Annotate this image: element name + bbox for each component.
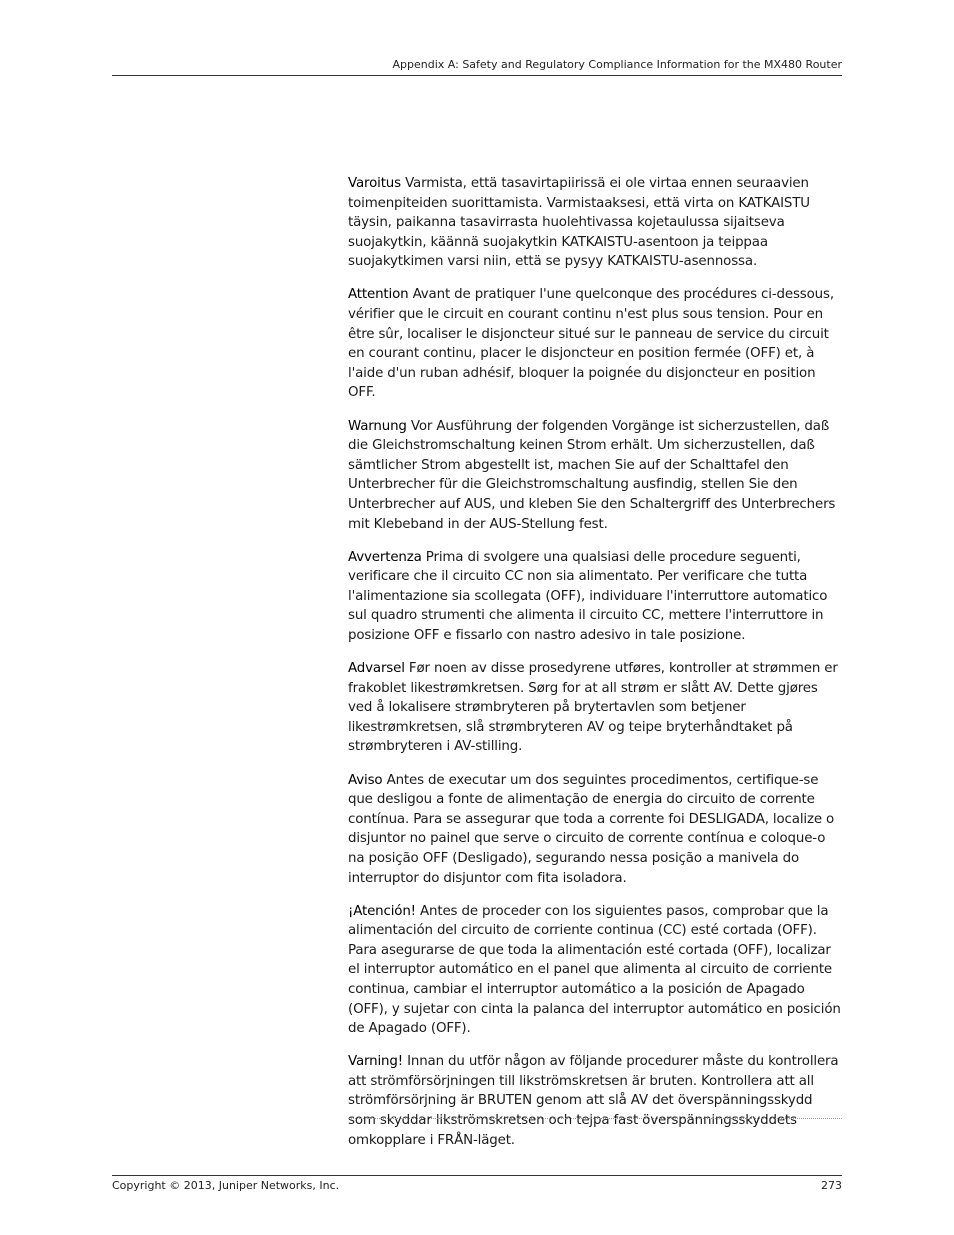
warning-text: Varmista, että tasavirtapiirissä ei ole virtaa ennen seuraavien toimenpiteiden suorittamista. Varmistaaksesi, että virta on KATKAISTU täysin, paikanna tasavirrasta huolehtivassa kojetaulussa sijaitseva suojakytkin, käännä suojakytkin KATKAISTU-asentoon ja teippaa suojakytkimen varsi niin, että se pysyy KATKAISTU-asennossa. xyxy=(348,176,810,270)
section-end-rule xyxy=(348,1118,842,1119)
warning-text: Vor Ausführung der folgenden Vorgänge ist sicherzustellen, daß die Gleichstromschaltung keinen Strom erhält. Um sicherzustellen, daß sämtlicher Strom abgestellt ist, machen Sie auf der Schalttafel den Unterbrecher für die Gleichstromschaltung ausfindig, stellen Sie den Unterbrecher auf AUS, und kleben Sie den Schaltergriff des Unterbrechers mit Klebeband in der AUS-Stellung fest. xyxy=(348,418,836,532)
warning-german xyxy=(348,417,843,535)
warning-text: Antes de proceder con los siguientes pasos, comprobar que la alimentación del circuito de corriente continua (CC) esté cortada (OFF). Para asegurarse de que toda la alimentación esté cortada (OFF), localizar el interruptor automático en el panel que alimenta al circuito de corriente continua, cambiar el interruptor automático a la posición de Apagado (OFF), y sujetar con cinta la palanca del interruptor automático en posición de Apagado (OFF). xyxy=(348,903,841,1037)
header-rule xyxy=(112,75,842,76)
warning-portuguese xyxy=(348,771,843,889)
footer-rule xyxy=(112,1175,842,1176)
warning-list xyxy=(348,174,843,1164)
page-number: 273 xyxy=(821,1179,842,1192)
warning-label: Varoitus xyxy=(348,176,401,191)
warning-label: Advarsel xyxy=(348,661,405,677)
warning-label: Avvertenza xyxy=(348,549,422,565)
warning-norwegian xyxy=(348,659,843,757)
warning-text: Prima di svolgere una qualsiasi delle procedure seguenti, verificare che il circuito CC non sia alimentato. Per verificare che tutta l'alimentazione sia scollegata (OFF), individuare l'interruttore automatico sul quadro strumenti che alimenta il circuito CC, mettere l'interruttore in posizione OFF e fissarlo con nastro adesivo in tale posizione. xyxy=(348,549,828,643)
warning-label: Aviso xyxy=(348,772,383,788)
warning-text: Avant de pratiquer l'une quelconque des procédures ci-dessous, vérifier que le circuit en courant continu n'est plus sous tension. Pour en être sûr, localiser le disjoncteur situé sur le panneau de service du circuit en courant continu, placer le disjoncteur en position fermée (OFF) et, à l'aide d'un ruban adhésif, bloquer la poignée du disjoncteur en position OFF. xyxy=(348,287,834,401)
running-header: Appendix A: Safety and Regulatory Compliance Information for the MX480 Router xyxy=(392,58,842,71)
warning-label: Attention xyxy=(348,287,409,303)
warning-spanish xyxy=(348,902,843,1039)
warning-label: Warnung xyxy=(348,418,407,434)
warning-label: ¡Atención! xyxy=(348,903,416,919)
warning-text: Før noen av disse prosedyrene utføres, kontroller at strømmen er frakoblet likestrømkretsen. Sørg for at all strøm er slått AV. Dette gjøres ved å lokalisere strømbryteren på brytertavlen som betjener likestrømkretsen, slå strømbryteren AV og teipe bryterhåndtaket på strømbryteren i AV-stilling. xyxy=(348,661,838,755)
warning-italian xyxy=(348,548,843,646)
warning-swedish xyxy=(348,1052,843,1150)
warning-french xyxy=(348,285,843,403)
warning-text: Innan du utför någon av följande procedurer måste du kontrollera att strömförsörjningen till likströmskretsen är bruten. Kontrollera att all strömförsörjning är BRUTEN genom att slå AV det överspänningsskydd som skyddar likströmskretsen och tejpa fast överspänningsskyddets omkopplare i FRÅN-läget. xyxy=(348,1054,839,1148)
copyright-notice: Copyright © 2013, Juniper Networks, Inc. xyxy=(112,1179,340,1192)
warning-finnish xyxy=(348,174,843,272)
warning-text: Antes de executar um dos seguintes procedimentos, certifique-se que desligou a fonte de alimentação de energia do circuito de corrente contínua. Para se assegurar que toda a corrente foi DESLIGADA, localize o disjuntor no painel que serve o circuito de corrente contínua e coloque-o na posição OFF (Desligado), segurando nessa posição a manivela do interruptor do disjuntor com fita isoladora. xyxy=(348,772,835,886)
warning-label: Varning! xyxy=(348,1054,403,1070)
